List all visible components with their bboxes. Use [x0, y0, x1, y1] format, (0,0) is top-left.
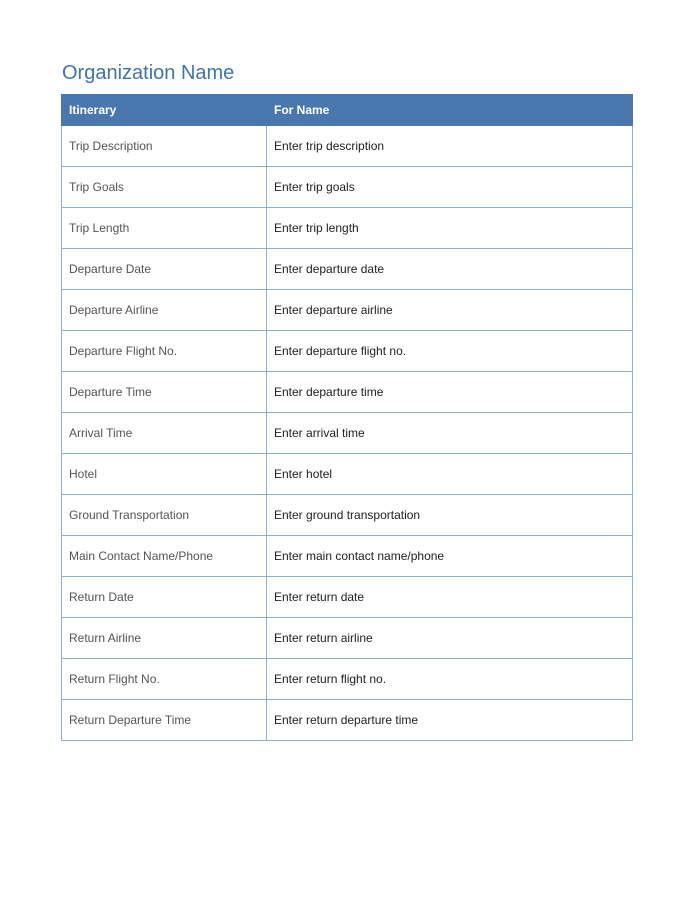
organization-name[interactable]: Organization Name [62, 62, 235, 84]
table-row [62, 290, 633, 331]
row-label: Ground Transportation [62, 495, 267, 536]
row-label: Departure Date [62, 249, 267, 290]
row-value-field[interactable]: Enter return date [267, 577, 633, 618]
table-row [62, 331, 633, 372]
row-value-field[interactable]: Enter return airline [267, 618, 633, 659]
row-value-field[interactable]: Enter return flight no. [267, 659, 633, 700]
row-value-field[interactable]: Enter trip goals [267, 167, 633, 208]
column-header-itinerary: Itinerary [62, 95, 267, 126]
row-value-field[interactable]: Enter departure flight no. [267, 331, 633, 372]
row-value-field[interactable]: Enter main contact name/phone [267, 536, 633, 577]
table-row [62, 536, 633, 577]
table-row [62, 208, 633, 249]
table-row [62, 454, 633, 495]
row-label: Hotel [62, 454, 267, 495]
row-label: Main Contact Name/Phone [62, 536, 267, 577]
table-row [62, 700, 633, 741]
table-row [62, 618, 633, 659]
row-label: Departure Time [62, 372, 267, 413]
row-label: Return Date [62, 577, 267, 618]
table-row [62, 495, 633, 536]
table-row [62, 167, 633, 208]
row-value-field[interactable]: Enter return departure time [267, 700, 633, 741]
row-label: Return Flight No. [62, 659, 267, 700]
table-row [62, 577, 633, 618]
row-label: Return Airline [62, 618, 267, 659]
row-label: Trip Goals [62, 167, 267, 208]
row-value-field[interactable]: Enter departure time [267, 372, 633, 413]
row-value-field[interactable]: Enter hotel [267, 454, 633, 495]
table-header-row [62, 95, 633, 126]
table-row [62, 413, 633, 454]
row-value-field[interactable]: Enter arrival time [267, 413, 633, 454]
row-label: Trip Length [62, 208, 267, 249]
row-label: Arrival Time [62, 413, 267, 454]
row-value-field[interactable]: Enter trip length [267, 208, 633, 249]
row-value-field[interactable]: Enter departure date [267, 249, 633, 290]
row-value-field[interactable]: Enter trip description [267, 126, 633, 167]
column-header-for-name[interactable]: For Name [267, 95, 633, 126]
row-label: Departure Flight No. [62, 331, 267, 372]
table-row [62, 126, 633, 167]
row-label: Return Departure Time [62, 700, 267, 741]
table-row [62, 372, 633, 413]
table-row [62, 249, 633, 290]
row-label: Trip Description [62, 126, 267, 167]
itinerary-table [61, 94, 633, 741]
row-value-field[interactable]: Enter departure airline [267, 290, 633, 331]
row-value-field[interactable]: Enter ground transportation [267, 495, 633, 536]
row-label: Departure Airline [62, 290, 267, 331]
table-row [62, 659, 633, 700]
